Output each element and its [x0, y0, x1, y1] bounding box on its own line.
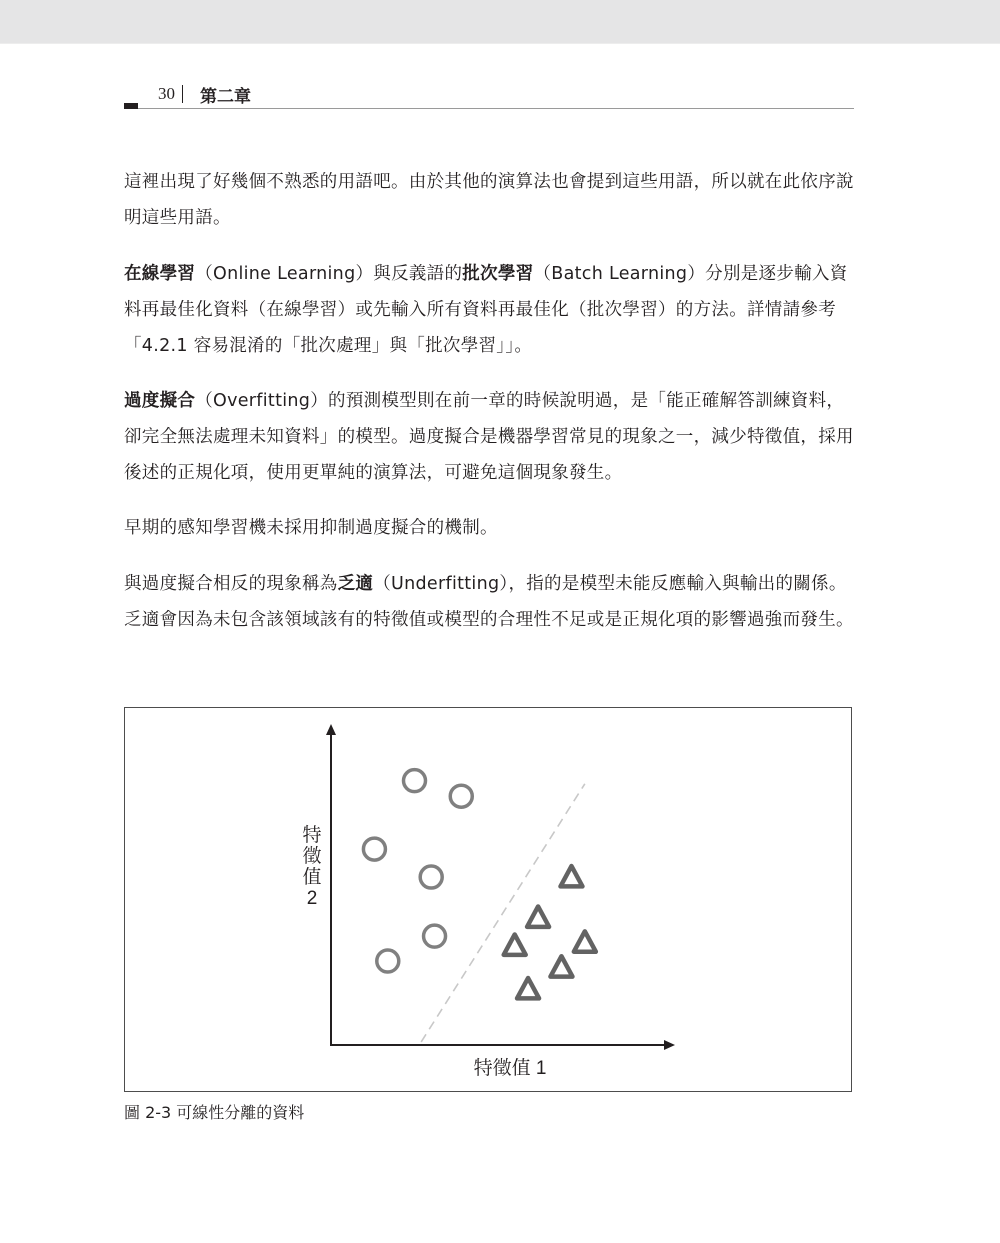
circle-data-point [450, 785, 472, 807]
triangle-data-point [517, 978, 539, 998]
x-axis-arrow-icon [664, 1040, 675, 1050]
header-separator [182, 85, 183, 103]
triangle-data-point [527, 906, 549, 926]
paragraph-text: 早期的感知學習機未採用抑制過度擬合的機制。 [124, 518, 498, 538]
y-axis-label [302, 824, 321, 909]
paragraph-text: （Online Learning）與反義語的 [195, 264, 463, 284]
figure-frame [124, 707, 852, 1092]
bold-term: 乏適 [337, 574, 374, 594]
triangle-data-point [560, 866, 582, 886]
circle-data-point [420, 866, 442, 888]
triangle-data-point [574, 931, 596, 951]
paragraph-intro [124, 164, 856, 236]
y-axis-label-char: 特 [302, 825, 322, 846]
paragraph-perceptron [124, 510, 856, 546]
triangle-data-point [504, 934, 526, 954]
scatter-plot [125, 708, 851, 1091]
running-header [124, 82, 854, 110]
page-number: 30 [158, 84, 175, 103]
paragraph-text: 與過度擬合相反的現象稱為 [124, 574, 338, 594]
bold-term: 在線學習 [124, 264, 196, 284]
bold-term: 過度擬合 [124, 391, 196, 411]
x-axis-label: 特徵值 1 [473, 1058, 547, 1079]
chapter-title: 第二章 [200, 87, 251, 107]
y-axis-label-char: 2 [306, 888, 318, 909]
bold-term: 批次學習 [462, 264, 534, 284]
circle-data-point [404, 770, 426, 792]
paragraph-text: 這裡出現了好幾個不熟悉的用語吧。由於其他的演算法也會提到這些用語，所以就在此依序說明這些用語。 [124, 172, 854, 228]
paragraph-text: （Underfitting），指的是模型未能反應輸入與輸出的關係。乏適會因為未包含該領域該有的特徵值或模型的合理性不足或是正規化項的影響過強而發生。 [124, 574, 854, 630]
y-axis-label-char: 徵 [302, 846, 322, 867]
paragraph-online-batch-learning [124, 256, 856, 364]
paragraph-text: （Batch Learning）分別是逐步輸入資料再最佳化資料（在線學習）或先輸入所有資料再最佳化（批次學習）的方法。詳情請參考「4.2.1 容易混淆的「批次處理」與「批次學習」」。 [124, 264, 848, 356]
paragraph-underfitting [124, 566, 856, 638]
header-marker-block [124, 103, 138, 109]
y-axis-arrow-icon [326, 724, 336, 735]
triangle-data-point [550, 956, 572, 976]
circle-data-point [424, 925, 446, 947]
header-rule [138, 108, 854, 109]
circle-data-point [377, 950, 399, 972]
circle-data-point [363, 838, 385, 860]
decision-boundary-line [421, 784, 585, 1042]
figure-caption: 圖 2-3 可線性分離的資料 [124, 1103, 305, 1122]
paragraph-text: （Overfitting）的預測模型則在前一章的時候說明過，是「能正確解答訓練資料，卻完全無法處理未知資料」的模型。過度擬合是機器學習常見的現象之一，減少特徵值，採用後述的正規化項，使用更單純的演算法，可避免這個現象發生。 [124, 391, 854, 483]
y-axis-label-char: 值 [302, 867, 322, 888]
paragraph-overfitting [124, 383, 856, 491]
viewer-top-bar [0, 0, 1000, 44]
